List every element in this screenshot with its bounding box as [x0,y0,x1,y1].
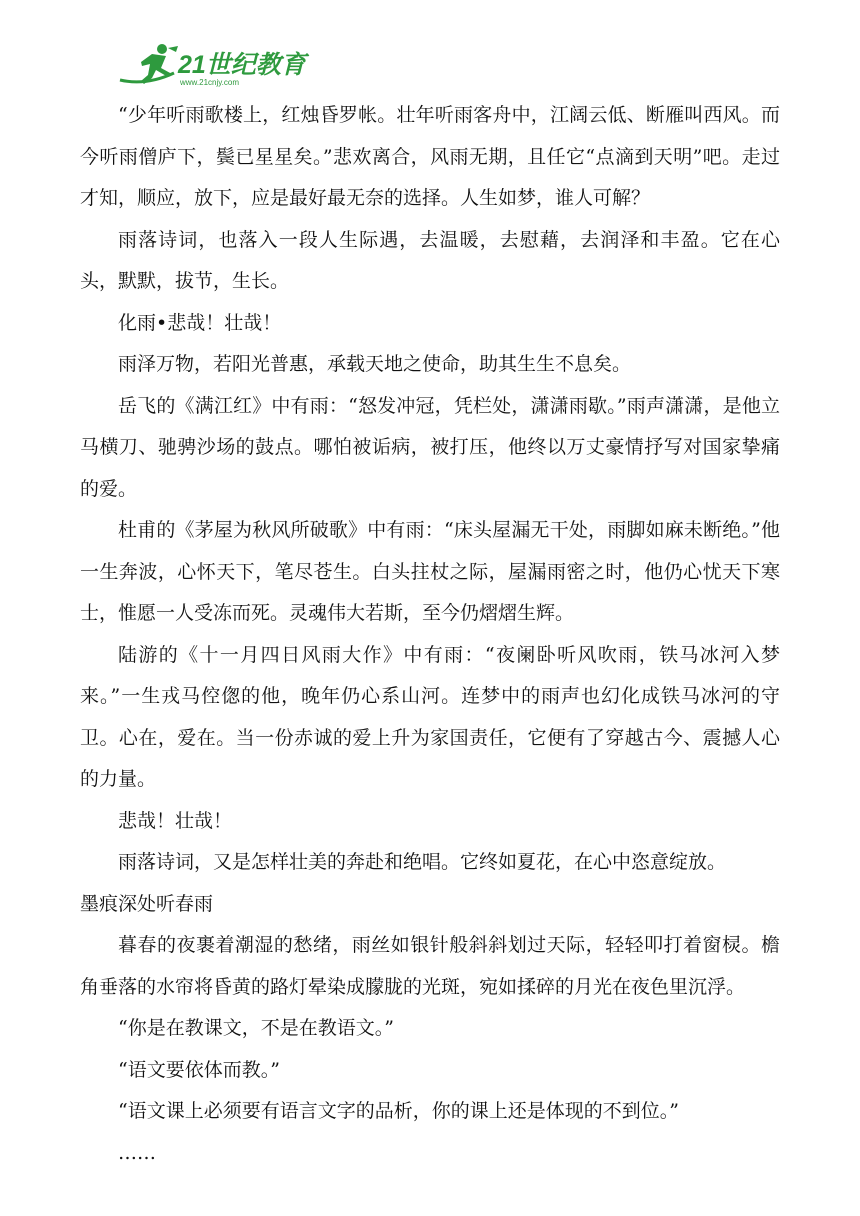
paragraph: 悲哉！壮哉！ [118,809,233,832]
paragraph: “语文课上必须要有语言文字的品析，你的课上还是体现的不到位。” [118,1100,679,1122]
paragraph: 杜甫的《茅屋为秋风所破歌》中有雨：“床头屋漏无干处，雨脚如麻未断绝。”他一生奔波，心怀天下，笔尽苍生。白头拄杖之际，屋漏雨密之时，他仍心忧天下寒士，惟愿一人受冻而死。灵魂伟大若斯，至今仍熠熠生辉。 [80,519,780,624]
paragraph: 暮春的夜裹着潮湿的愁绪，雨丝如银针般斜斜划过天际，轻轻叩打着窗棂。檐角垂落的水帘将昏黄的路灯晕染成朦胧的光斑，宛如揉碎的月光在夜色里沉浮。 [80,934,780,998]
paragraph: 雨落诗词，又是怎样壮美的奔赴和绝唱。它终如夏花，在心中恣意绽放。 [118,851,727,873]
logo-subtext: www.21cnjy.com [180,78,239,87]
paragraph: 岳飞的《满江红》中有雨：“怒发冲冠，凭栏处，潇潇雨歇。”雨声潇潇，是他立马横刀、驰骋沙场的鼓点。哪怕被诟病，被打压，他终以万丈豪情抒写对国家挚痛的爱。 [80,394,780,500]
paragraph: 雨落诗词，也落入一段人生际遇，去温暖，去慰藉，去润泽和丰盈。它在心头，默默，拔节，生长。 [80,228,780,292]
paragraph: 陆游的《十一月四日风雨大作》中有雨：“夜阑卧听风吹雨，铁马冰河入梦来。”一生戎马倥偬的他，晚年仍心系山河。连梦中的雨声也幻化成铁马冰河的守卫。心在，爱在。当一份赤诚的爱上升为家国责任，它便有了穿越古今、震撼人心的力量。 [80,643,780,790]
paragraph: 雨泽万物，若阳光普惠，承载天地之使命，助其生生不息矣。 [118,353,632,375]
site-logo [116,40,306,90]
paragraph: 化雨•悲哉！壮哉！ [118,311,282,334]
runner-logo-icon [116,40,306,90]
section-title: 墨痕深处听春雨 [80,892,214,915]
paragraph: “你是在教课文，不是在教语文。” [118,1017,394,1039]
logo-text: 21世纪教育 [178,51,306,79]
paragraph: “少年听雨歌楼上，红烛昏罗帐。壮年听雨客舟中，江阔云低、断雁叫西风。而今听雨僧庐下，鬓已星星矣。”悲欢离合，风雨无期，且任它“点滴到天明”吧。走过才知，顺应，放下，应是最好最无奈的选择。人生如梦，谁人可解？ [80,104,780,209]
paragraph: “语文要依体而教。” [118,1058,280,1081]
paragraph: …… [118,1141,156,1164]
article-body [80,95,780,1174]
